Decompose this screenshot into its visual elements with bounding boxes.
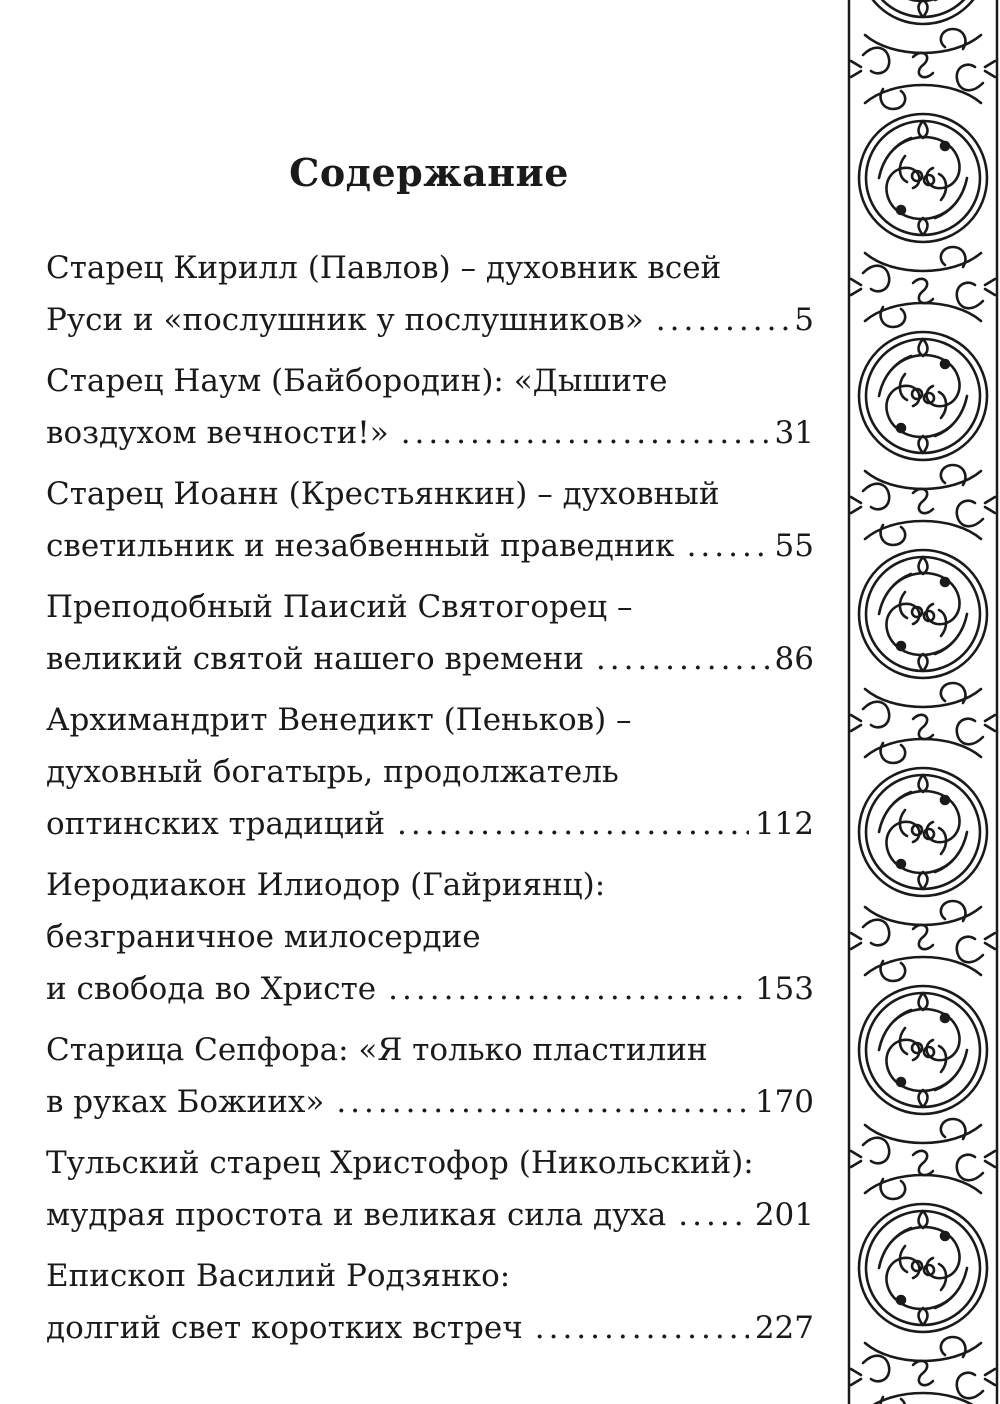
toc-entry[interactable] [46,694,814,850]
dot-leader [401,407,769,459]
toc-entry-line: великий святой нашего времени [46,641,584,677]
toc-entry[interactable] [46,1250,814,1354]
toc-page-number: 201 [754,1197,814,1233]
dot-leader [336,1076,749,1128]
toc-entry-line: Епископ Василий Родзянко: [46,1258,511,1294]
toc-entry-line: мудрая простота и великая сила духа [46,1197,667,1233]
dot-leader [687,520,769,572]
dot-leader [388,963,749,1015]
floral-border-ornament-icon [846,0,1000,1404]
toc-entry-line: в руках Божиих» [46,1084,325,1120]
toc-entry-line: Старец Иоанн (Крестьянкин) – духовный [46,476,720,512]
toc-entry[interactable] [46,468,814,572]
toc-page-number: 55 [774,528,814,564]
toc-entry-line: светильник и незабвенный праведник [46,528,675,564]
toc-entry[interactable] [46,581,814,685]
toc-entry[interactable] [46,859,814,1015]
dot-leader [678,1189,749,1241]
toc-entry-line: Старец Кирилл (Павлов) – духовник всей [46,250,722,286]
toc-entry-line: Иеродиакон Илиодор (Гайриянц): [46,867,606,903]
toc-entry-line: Преподобный Паисий Святогорец – [46,589,633,625]
toc-entry-line: долгий свет коротких встреч [46,1310,523,1346]
page-title: Содержание [289,150,569,195]
toc-entry-line: безграничное милосердие [46,919,481,955]
toc-page-number: 5 [794,302,814,338]
toc-page-number: 227 [754,1310,814,1346]
toc-entry-line: Старица Сепфора: «Я только пластилин [46,1032,708,1068]
toc-entry-line: воздухом вечности!» [46,415,389,451]
dot-leader [596,633,769,685]
toc-page-number: 31 [774,415,814,451]
toc-page-number: 112 [754,806,814,842]
toc-entry-line: оптинских традиций [46,806,386,842]
toc-page-number: 153 [754,971,814,1007]
dot-leader [397,798,749,850]
toc-page-number: 86 [774,641,814,677]
table-of-contents [46,242,814,1363]
toc-entry[interactable] [46,1137,814,1241]
toc-entry-line: Старец Наум (Байбородин): «Дышите [46,363,668,399]
toc-entry-line: Тульский старец Христофор (Никольский): [46,1145,754,1181]
toc-entry[interactable] [46,242,814,346]
toc-entry-line: и свобода во Христе [46,971,377,1007]
toc-entry-line: Руси и «послушник у послушников» [46,302,644,338]
toc-entry[interactable] [46,1024,814,1128]
toc-entry-line: Архимандрит Венедикт (Пеньков) – [46,702,632,738]
toc-entry-line: духовный богатырь, продолжатель [46,754,619,790]
dot-leader [656,294,789,346]
toc-page-number: 170 [754,1084,814,1120]
dot-leader [535,1302,749,1354]
toc-entry[interactable] [46,355,814,459]
